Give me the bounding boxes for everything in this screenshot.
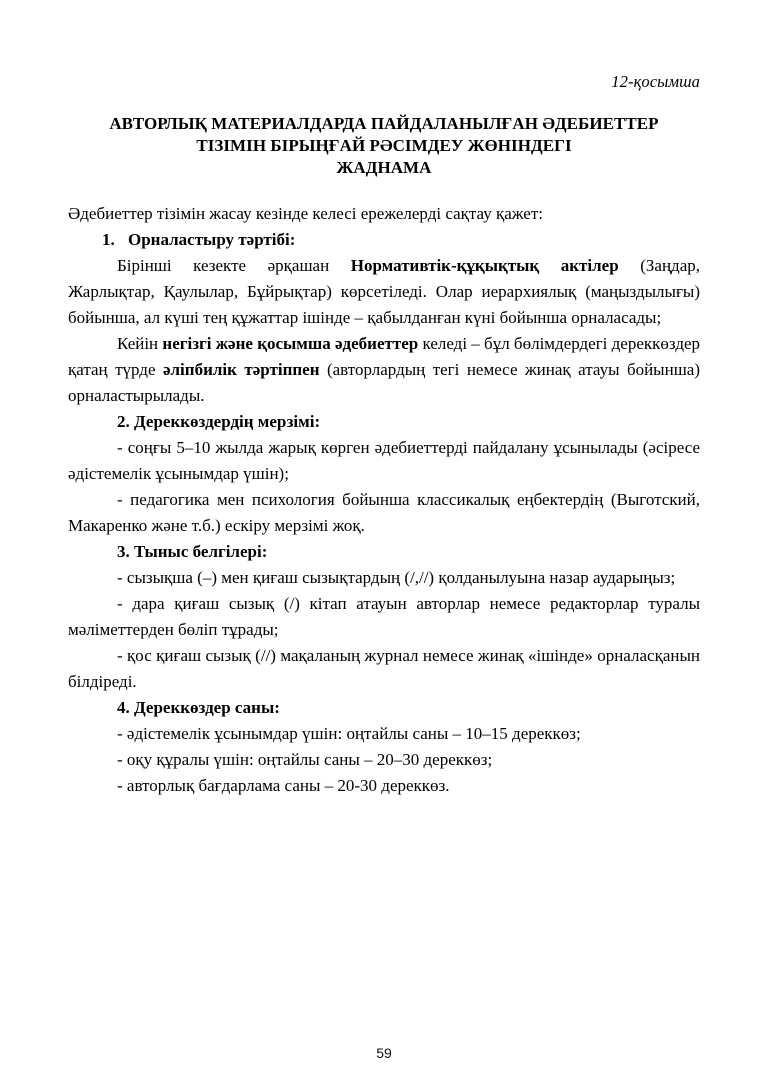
section-1-label: Орналастыру тәртібі: <box>128 229 296 249</box>
section-4-bullet-1: - әдістемелік ұсынымдар үшін: оңтайлы саны – 10–15 дереккөз; <box>117 723 581 743</box>
section-4-heading: 4. Дереккөздер саны: <box>117 697 280 717</box>
document-content <box>68 0 700 799</box>
page-number: 59 <box>376 1045 392 1061</box>
section-2-bullet-2: - педагогика мен психология бойынша классикалық еңбектердің (Выготский, Макаренко және т.б.) ескіру мерзімі жоқ. <box>68 489 700 535</box>
title-line-1: АВТОРЛЫҚ МАТЕРИАЛДАРДА ПАЙДАЛАНЫЛҒАН ӘДЕБИЕТТЕР <box>109 113 659 133</box>
s1-p2-after: (авторлардың тегі немесе жинақ атауы бойынша) орналастырылады. <box>68 359 701 405</box>
s1-p1-bold: Нормативтік-құқықтық актілер <box>350 255 619 275</box>
section-2-bullet-1: - соңғы 5–10 жылда жарық көрген әдебиеттерді пайдалану ұсынылады (әсіресе әдістемелік ұсынымдар үшін); <box>68 437 700 483</box>
section-3-heading: 3. Тыныс белгілері: <box>117 541 268 561</box>
s1-p2-bold-1: негізгі және қосымша әдебиеттер <box>162 333 419 353</box>
s1-p1-after: (Заңдар, Жарлықтар, Қаулылар, Бұйрықтар) көрсетіледі. Олар иерархиялық (маңыздылығы) бойынша, ал күші тең құжаттар ішінде – қабылданған күні бойынша орналасады; <box>68 255 700 327</box>
s1-p1-before: Бірінші кезекте әрқашан <box>117 255 351 275</box>
section-3-bullet-3: - қос қиғаш сызық (//) мақаланың журнал немесе жинақ «ішінде» орналасқанын білдіреді. <box>68 645 700 691</box>
lead-paragraph: Әдебиеттер тізімін жасау кезінде келесі ережелерді сақтау қажет: <box>68 203 543 223</box>
section-1-paragraph-2 <box>68 331 700 409</box>
section-1-paragraph-1 <box>68 253 700 331</box>
document-body <box>68 201 700 799</box>
section-4-bullet-3: - авторлық бағдарлама саны – 20-30 дереккөз. <box>117 775 450 795</box>
s1-p2-mid: келеді – бұл бөлімдердегі дереккөздер қатаң түрде <box>68 333 701 379</box>
section-1-number: 1. <box>102 229 115 249</box>
s1-p2-before: Кейін <box>117 333 163 353</box>
section-2-heading: 2. Дереккөздердің мерзімі: <box>117 411 321 431</box>
title-line-3: ЖАДНАМА <box>336 157 432 177</box>
section-3-bullet-2: - дара қиғаш сызық (/) кітап атауын авторлар немесе редакторлар туралы мәліметтерден бөліп тұрады; <box>68 593 700 639</box>
section-4-bullet-2: - оқу құралы үшін: оңтайлы саны – 20–30 дереккөз; <box>117 749 493 769</box>
appendix-label: 12-қосымша <box>611 72 700 91</box>
section-1-heading <box>68 227 700 253</box>
title-line-2: ТІЗІМІН БІРЫҢҒАЙ РӘСІМДЕУ ЖӨНІНДЕГІ <box>196 135 572 155</box>
section-3-bullet-1: - сызықша (–) мен қиғаш сызықтардың (/,//) қолданылуына назар аударыңыз; <box>117 567 676 587</box>
page-title <box>68 113 700 179</box>
s1-p2-bold-2: әліпбилік тәртіппен <box>162 359 320 379</box>
